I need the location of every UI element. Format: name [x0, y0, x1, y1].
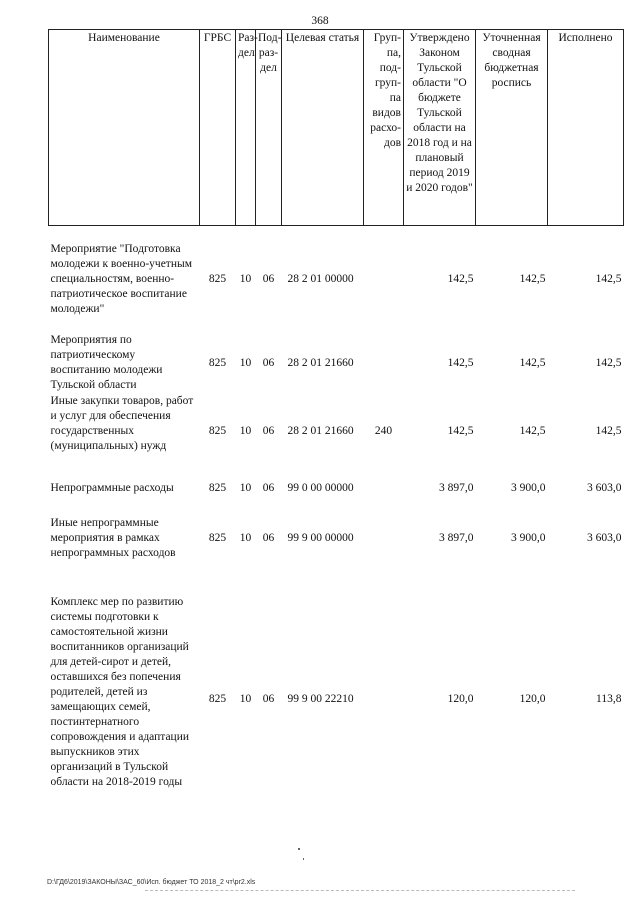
table-row: [49, 595, 624, 805]
col-header-razdel: Раз-дел: [236, 30, 256, 226]
row-grbs: 825: [208, 424, 227, 437]
budget-table: [48, 29, 624, 805]
row-approved: 3 897,0: [439, 481, 474, 494]
row-group: [364, 595, 404, 805]
row-refined: 120,0: [519, 693, 546, 705]
row-executed: 3 603,0: [587, 481, 622, 494]
row-approved: 142,5: [447, 356, 474, 369]
row-target: 28 2 01 00000: [287, 272, 354, 285]
row-group: [364, 481, 404, 496]
row-refined: 142,5: [519, 356, 546, 369]
row-executed: 142,5: [595, 424, 622, 437]
row-grbs: 825: [208, 693, 227, 705]
row-target: 99 0 00 00000: [287, 481, 354, 494]
col-header-refined: Уточненная сводная бюджетная роспись: [476, 30, 548, 226]
row-approved: 3 897,0: [439, 531, 474, 544]
row-group: [364, 242, 404, 317]
row-executed: 113,8: [596, 693, 622, 705]
row-podrazdel: 06: [262, 356, 275, 369]
row-approved: 142,5: [447, 424, 474, 437]
row-target: 28 2 01 21660: [287, 356, 354, 369]
col-header-approved: Утверждено Законом Тульской области "О бюджете Тульской области на 2018 год и на плановый период 2019 и 2020 годов": [404, 30, 476, 226]
row-approved: 142,5: [447, 272, 474, 285]
row-grbs: 825: [208, 531, 227, 544]
row-name: Комплекс мер по развитию системы подготовки к самостоятельной жизни воспитанников организаций для детей-сирот и детей, оставшихся без попечения родителей, детей из замещающих семей, постинтернатного сопровождения и адаптации выпускников этих организаций в Тульской области на 2018-2019 годы: [50, 595, 190, 788]
row-refined: 3 900,0: [511, 531, 546, 544]
row-name: Иные непрограммные мероприятия в рамках непрограммных расходов: [50, 516, 176, 559]
row-group: [364, 516, 404, 561]
scan-speck: [298, 848, 300, 850]
table-row: [49, 242, 624, 317]
row-grbs: 825: [208, 272, 227, 285]
row-podrazdel: 06: [262, 424, 275, 437]
table-row: [49, 516, 624, 561]
header-row: [49, 30, 624, 226]
col-header-group: Груп-па, под-груп-па видов расхо-дов: [364, 30, 404, 226]
row-refined: 142,5: [519, 272, 546, 285]
col-header-grbs: ГРБС: [200, 30, 236, 226]
row-name: Иные закупки товаров, работ и услуг для обеспечения государственных (муниципальных) нужд: [50, 394, 194, 452]
col-header-target: Целевая статья: [282, 30, 364, 226]
row-name: Мероприятие "Подготовка молодежи к военно-учетным специальностям, военно-патриотическое воспитание молодежи": [50, 242, 192, 315]
col-header-name: Наименование: [49, 30, 200, 226]
row-grbs: 825: [208, 356, 227, 369]
row-executed: 142,5: [595, 356, 622, 369]
row-razdel: 10: [239, 424, 252, 437]
col-header-executed: Исполнено: [548, 30, 624, 226]
row-podrazdel: 06: [262, 693, 275, 705]
table-row: [49, 333, 624, 394]
row-target: 99 9 00 00000: [287, 531, 354, 544]
row-refined: 3 900,0: [511, 481, 546, 494]
row-refined: 142,5: [519, 424, 546, 437]
table-row: [49, 394, 624, 469]
footer-divider: [145, 890, 575, 891]
row-razdel: 10: [239, 481, 252, 494]
row-target: 28 2 01 21660: [287, 424, 354, 437]
row-razdel: 10: [239, 272, 252, 285]
row-group: [364, 333, 404, 394]
row-executed: 142,5: [595, 272, 622, 285]
row-razdel: 10: [239, 531, 252, 544]
row-razdel: 10: [239, 356, 252, 369]
page-number: 368: [311, 15, 329, 27]
col-header-podrazdel: Под-раз-дел: [256, 30, 282, 226]
row-group: 240: [374, 424, 393, 437]
row-approved: 120,0: [447, 693, 474, 705]
row-target: 99 9 00 22210: [287, 693, 354, 705]
row-razdel: 10: [239, 693, 252, 705]
row-grbs: 825: [208, 481, 227, 494]
table-row: [49, 481, 624, 496]
footer-file-path: D:\ГД6\2019\ЗАКОНЫ\ЗАС_60\Исп. бюджет ТО 2018_2 чт\pr2.xls: [47, 879, 256, 886]
row-podrazdel: 06: [262, 531, 275, 544]
scan-speck: [303, 858, 304, 860]
row-name: Мероприятия по патриотическому воспитанию молодежи Тульской области: [50, 333, 163, 391]
row-name: Непрограммные расходы: [50, 481, 174, 494]
row-podrazdel: 06: [262, 272, 275, 285]
row-executed: 3 603,0: [587, 531, 622, 544]
row-podrazdel: 06: [262, 481, 275, 494]
